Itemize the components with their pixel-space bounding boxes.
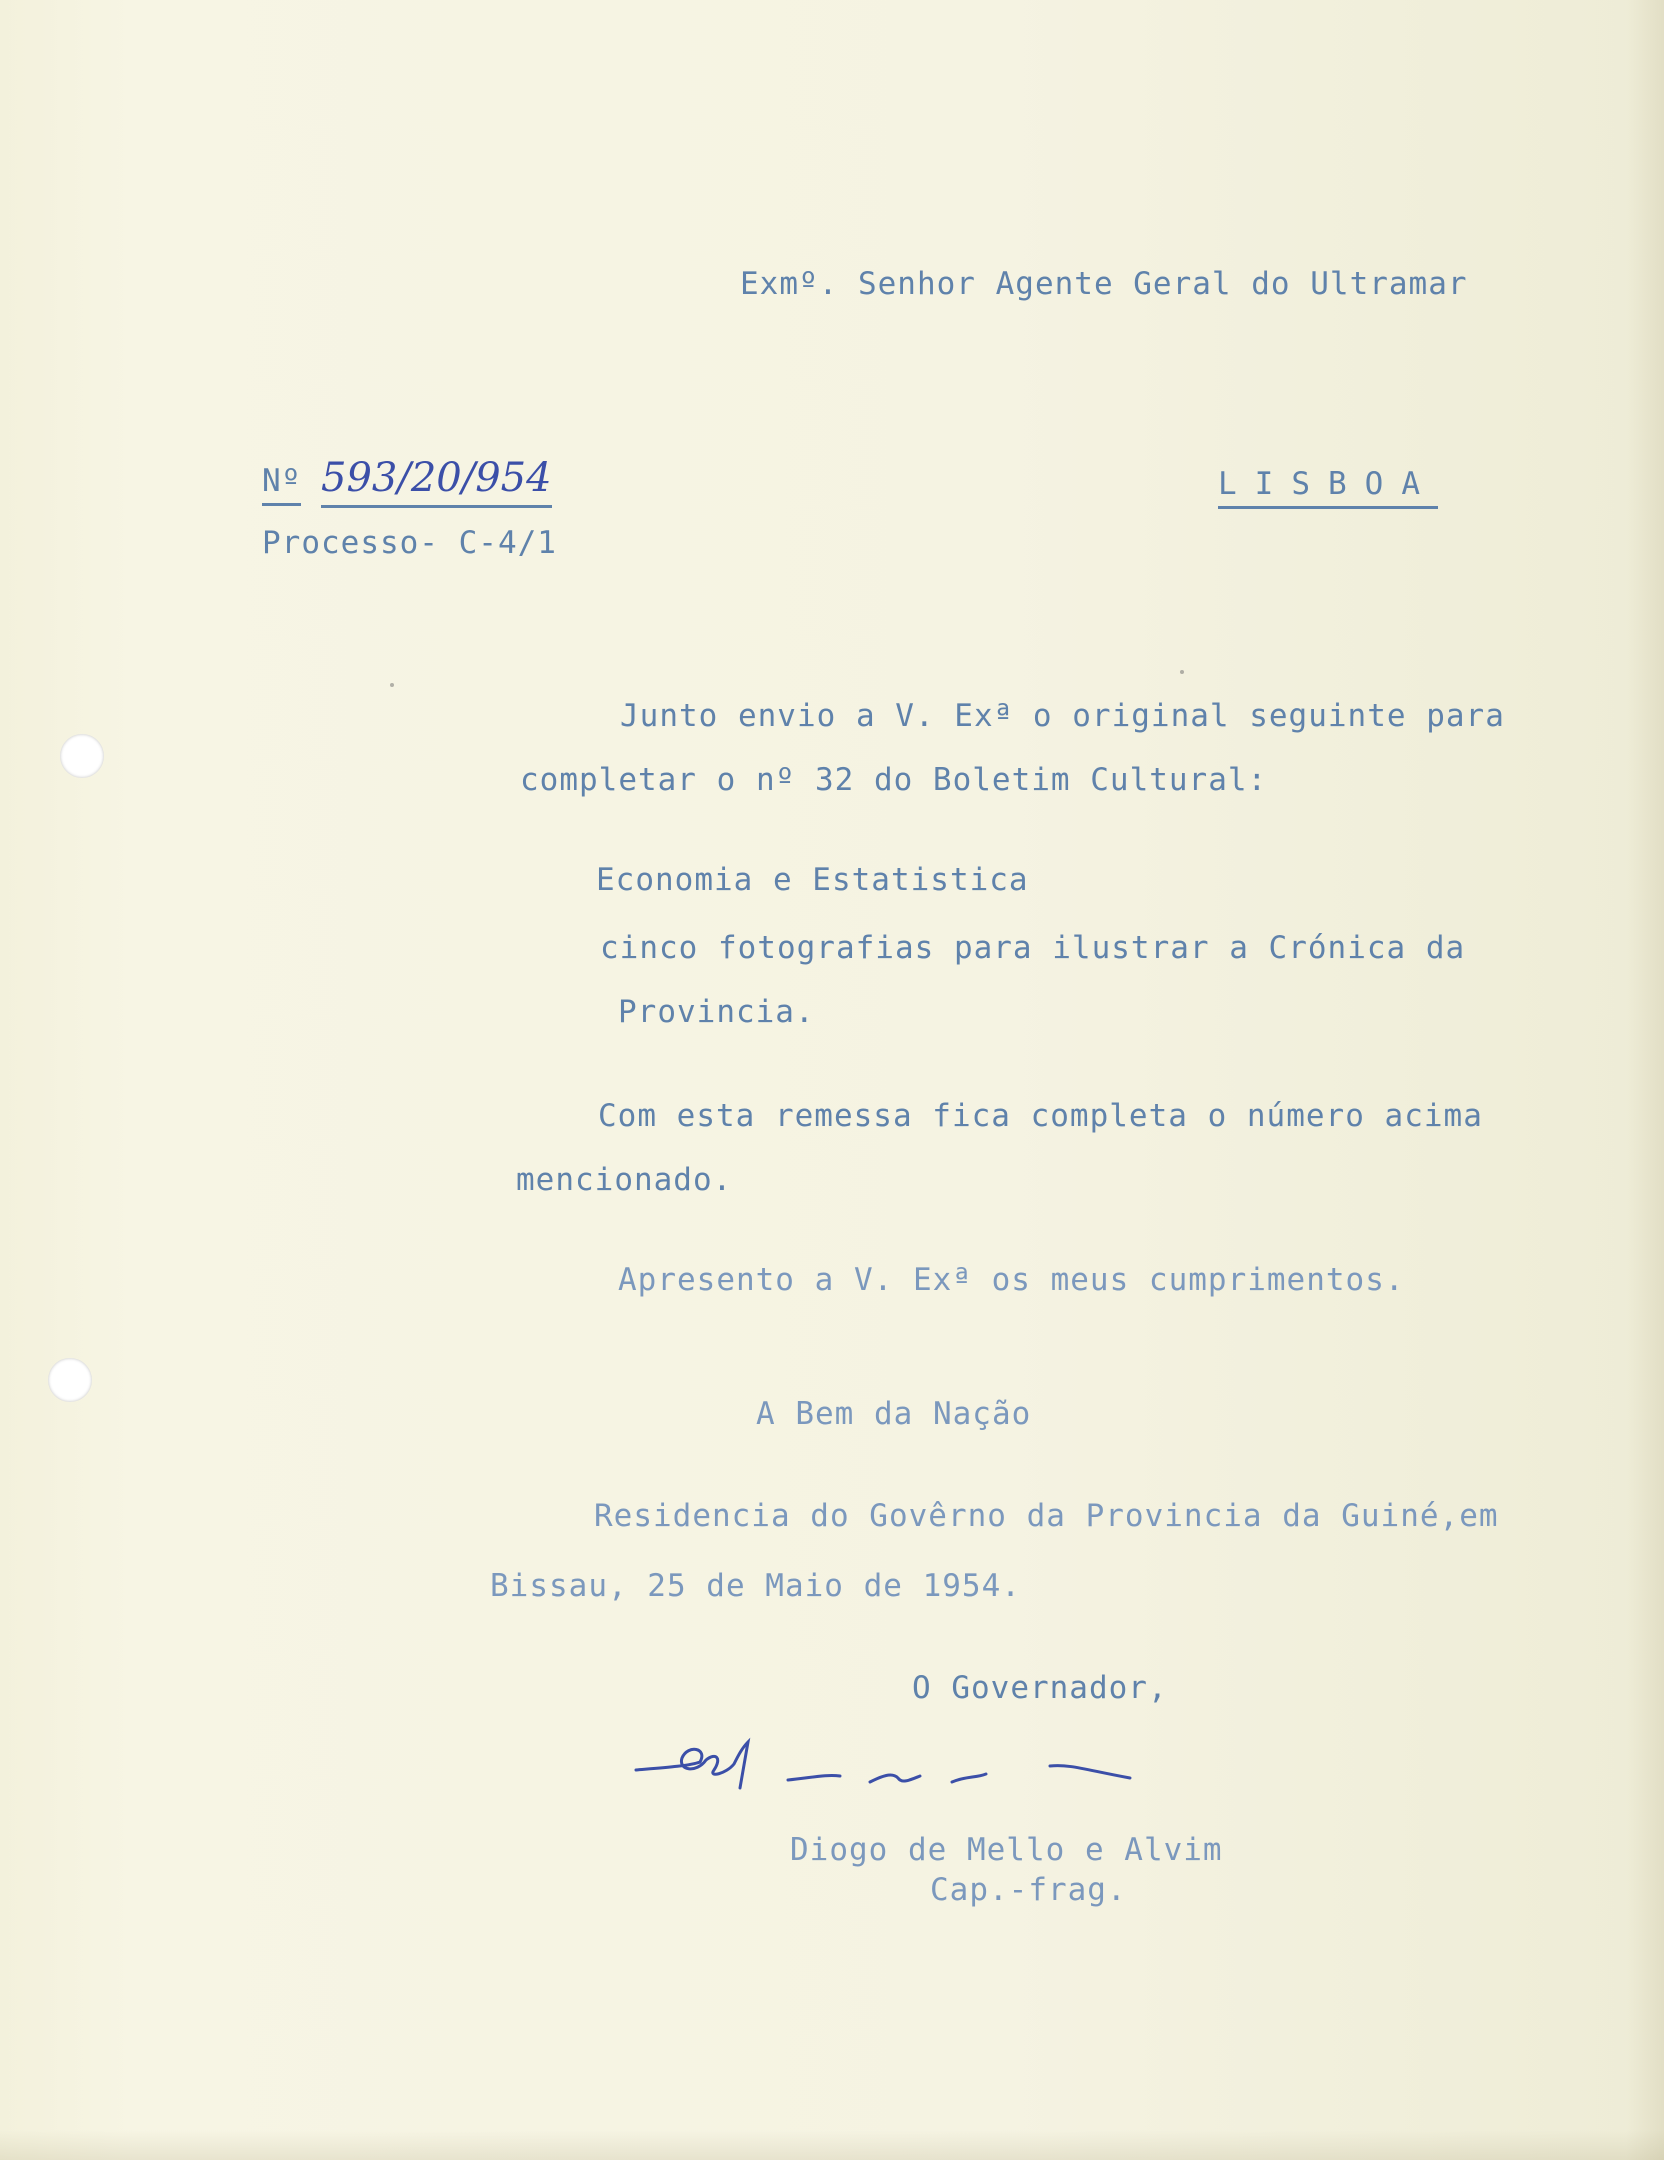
list-item: Provincia. xyxy=(618,994,815,1030)
handwritten-signature xyxy=(630,1718,1150,1808)
list-item: cinco fotografias para ilustrar a Crónica da xyxy=(600,930,1466,966)
place-line: Residencia do Govêrno da Provincia da Guiné,em xyxy=(594,1498,1499,1534)
list-item: Economia e Estatistica xyxy=(596,862,1029,898)
reference-number xyxy=(262,455,552,501)
process-number: Processo- C-4/1 xyxy=(262,525,557,561)
date-line: Bissau, 25 de Maio de 1954. xyxy=(490,1568,1021,1604)
signer-name: Diogo de Mello e Alvim xyxy=(790,1832,1223,1868)
number-prefix: Nº xyxy=(262,463,301,506)
body-line: Apresento a V. Exª os meus cumprimentos. xyxy=(618,1262,1405,1298)
body-line: Junto envio a V. Exª o original seguinte para xyxy=(620,698,1505,734)
handwritten-number: 593/20/954 xyxy=(321,455,552,508)
body-line: Com esta remessa fica completa o número acima xyxy=(598,1098,1483,1134)
closing-line: A Bem da Nação xyxy=(756,1396,1032,1432)
recipient-line: Exmº. Senhor Agente Geral do Ultramar xyxy=(740,266,1468,302)
body-line: mencionado. xyxy=(516,1162,733,1198)
punch-hole-top xyxy=(60,734,104,778)
paper-bottom-shadow xyxy=(0,2130,1664,2160)
body-line: completar o nº 32 do Boletim Cultural: xyxy=(520,762,1268,798)
paper-speck xyxy=(390,683,394,687)
signature-title: O Governador, xyxy=(912,1670,1168,1706)
destination-city xyxy=(1218,466,1438,502)
paper-speck xyxy=(1180,670,1184,674)
paper-edge-shadow xyxy=(1626,0,1664,2160)
punch-hole-bottom xyxy=(48,1358,92,1402)
city-text: LISBOA xyxy=(1218,466,1438,509)
signer-rank: Cap.-frag. xyxy=(930,1872,1127,1908)
